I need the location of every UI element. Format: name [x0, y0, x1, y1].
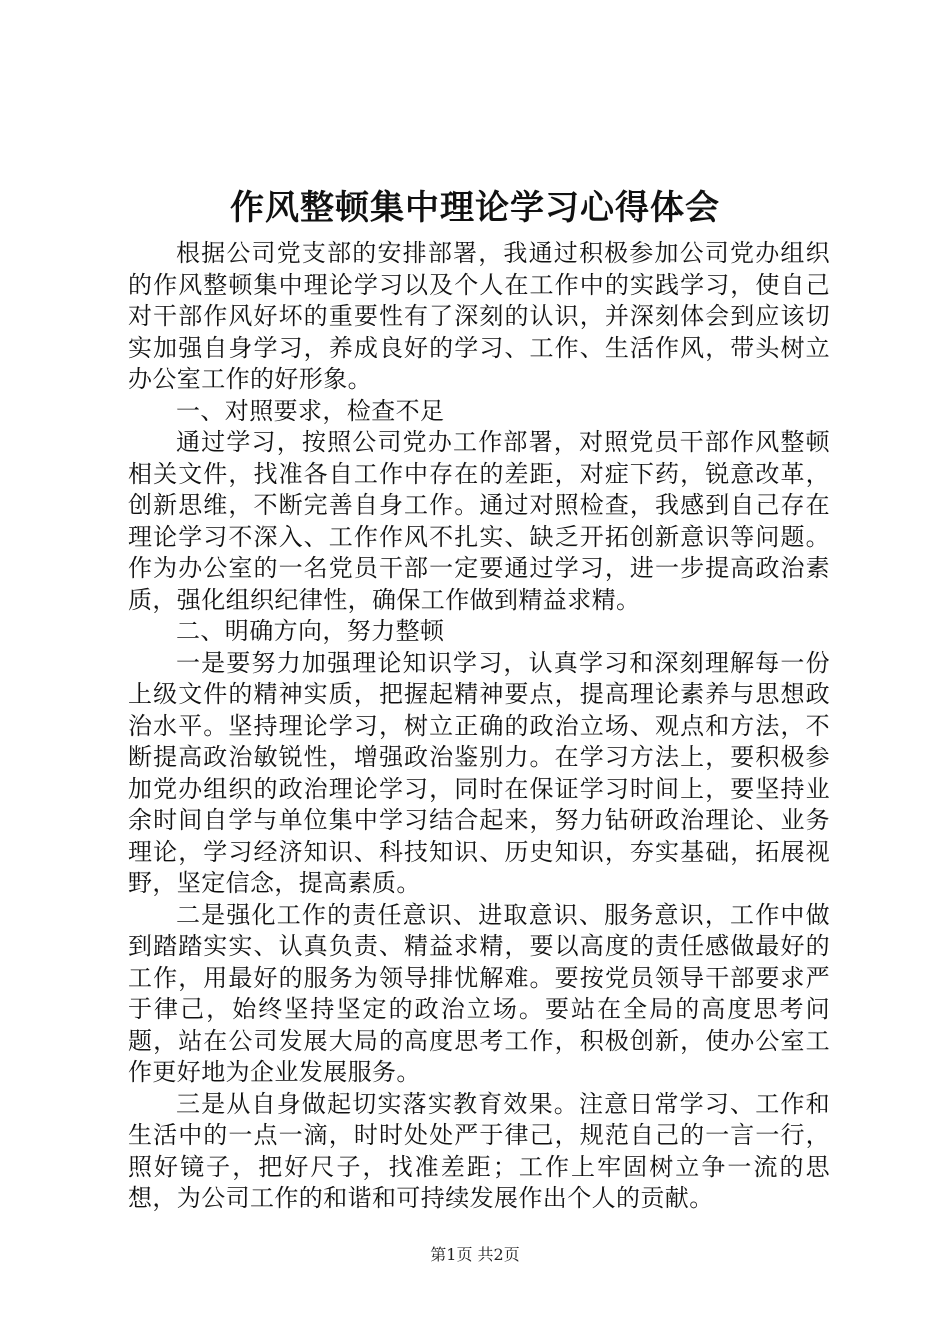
- paragraph-point-1: 一是要努力加强理论知识学习，认真学习和深刻理解每一份上级文件的精神实质，把握起精神要点，提高理论素养与思想政治水平。坚持理论学习，树立正确的政治立场、观点和方法，不断提高政治敏锐性，增强政治鉴别力。在学习方法上，要积极参加党办组织的政治理论学习，同时在保证学习时间上，要坚持业余时间自学与单位集中学习结合起来，努力钻研政治理论、业务理论，学习经济知识、科技知识、历史知识，夯实基础，拓展视野，坚定信念，提高素质。: [128, 648, 830, 897]
- paragraph-point-3: 三是从自身做起切实落实教育效果。注意日常学习、工作和生活中的一点一滴，时时处处严于律己，规范自己的一言一行，照好镜子，把好尺子，找准差距；工作上牢固树立争一流的思想，为公司工作的和谐和可持续发展作出个人的贡献。: [128, 1089, 830, 1212]
- document-title: 作风整顿集中理论学习心得体会: [230, 188, 720, 228]
- document-body: [128, 238, 830, 1215]
- paragraph-point-2: 二是强化工作的责任意识、进取意识、服务意识，工作中做到踏踏实实、认真负责、精益求精，要以高度的责任感做最好的工作，用最好的服务为领导排忧解难。要按党员领导干部要求严于律己，始终坚持坚定的政治立场。要站在全局的高度思考问题，站在公司发展大局的高度思考工作，积极创新，使办公室工作更好地为企业发展服务。: [128, 900, 830, 1086]
- section-heading-1: 一、对照要求，检查不足: [176, 396, 445, 425]
- paragraph-section-1: 通过学习，按照公司党办工作部署，对照党员干部作风整顿相关文件，找准各自工作中存在的差距，对症下药，锐意改革，创新思维，不断完善自身工作。通过对照检查，我感到自己存在理论学习不深入、工作作风不扎实、缺乏开拓创新意识等问题。作为办公室的一名党员干部一定要通过学习，进一步提高政治素质，强化组织纪律性，确保工作做到精益求精。: [128, 428, 830, 614]
- section-heading-2: 二、明确方向，努力整顿: [176, 617, 445, 645]
- paragraph-intro: 根据公司党支部的安排部署，我通过积极参加公司党办组织的作风整顿集中理论学习以及个人在工作中的实践学习，使自己对干部作风好坏的重要性有了深刻的认识，并深刻体会到应该切实加强自身学习，养成良好的学习、工作、生活作风，带头树立办公室工作的好形象。: [128, 239, 830, 393]
- page-footer: 第1页 共2页: [430, 1245, 520, 1264]
